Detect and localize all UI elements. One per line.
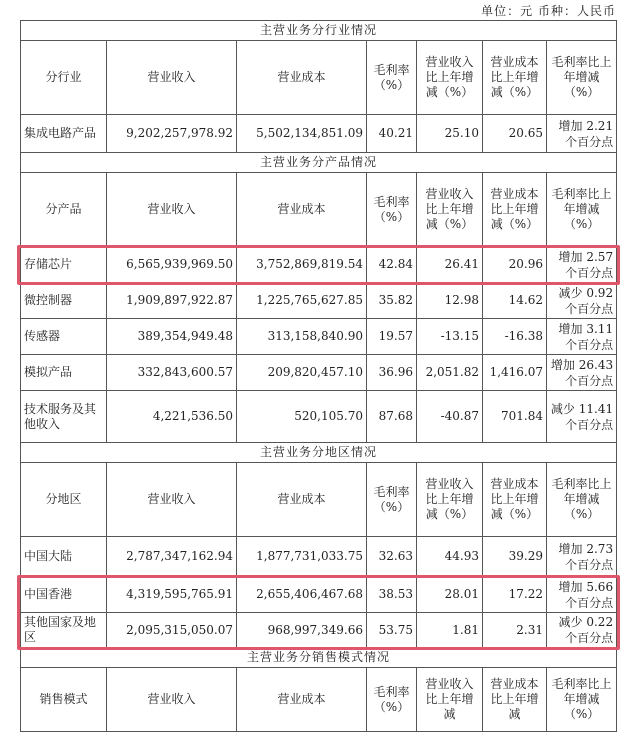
unit-currency-note: 单位：元 币种：人民币 <box>481 4 616 18</box>
margin-cell: 40.21 <box>367 115 417 153</box>
col-header: 营业收入比上年增减（%） <box>417 463 483 537</box>
col-header: 营业成本比上年增减（%） <box>483 41 547 115</box>
margin-cell: 87.68 <box>367 391 417 443</box>
col-header: 营业收入比上年增减 <box>417 668 483 732</box>
row-label: 集成电路产品 <box>21 115 107 153</box>
cost-change-cell: 14.62 <box>483 283 547 319</box>
cost-change-cell: 20.65 <box>483 115 547 153</box>
col-header: 营业收入比上年增减（%） <box>417 173 483 247</box>
margin-cell: 42.84 <box>367 247 417 283</box>
revenue-cell: 2,095,315,050.07 <box>107 613 237 648</box>
revenue-change-cell: 2,051.82 <box>417 355 483 391</box>
col-header: 毛利率（%） <box>367 668 417 732</box>
cost-cell: 209,820,457.10 <box>237 355 367 391</box>
col-header: 营业成本 <box>237 173 367 247</box>
revenue-change-cell: -40.87 <box>417 391 483 443</box>
cost-change-cell: 701.84 <box>483 391 547 443</box>
row-label: 其他国家及地区 <box>21 613 107 648</box>
table-row <box>21 355 617 391</box>
cost-cell: 2,655,406,467.68 <box>237 577 367 613</box>
col-header: 营业成本 <box>237 668 367 732</box>
cost-change-cell: 2.31 <box>483 613 547 648</box>
col-header: 营业收入 <box>107 463 237 537</box>
col-header: 分产品 <box>21 173 107 247</box>
table-row <box>21 283 617 319</box>
table-row <box>21 391 617 443</box>
col-header: 毛利率（%） <box>367 41 417 115</box>
col-header: 营业成本比上年增减（%） <box>483 463 547 537</box>
cost-cell: 1,877,731,033.75 <box>237 537 367 577</box>
cost-cell: 3,752,869,819.54 <box>237 247 367 283</box>
cost-change-cell: 20.96 <box>483 247 547 283</box>
col-header: 营业收入比上年增减（%） <box>417 41 483 115</box>
margin-change-cell: 增加 3.11 个百分点 <box>547 319 617 355</box>
col-header: 营业收入 <box>107 173 237 247</box>
revenue-cell: 4,221,536.50 <box>107 391 237 443</box>
row-label: 技术服务及其他收入 <box>21 391 107 443</box>
cost-change-cell: 39.29 <box>483 537 547 577</box>
row-label: 传感器 <box>21 319 107 355</box>
col-header: 毛利率比上年增减（%） <box>547 41 617 115</box>
cost-change-cell: 17.22 <box>483 577 547 613</box>
col-header: 分地区 <box>21 463 107 537</box>
row-label: 存储芯片 <box>21 247 107 283</box>
product-header-row <box>21 173 617 247</box>
table-row <box>21 247 617 283</box>
sales-mode-section-title: 主营业务分销售模式情况 <box>21 648 617 668</box>
revenue-change-cell: 12.98 <box>417 283 483 319</box>
margin-cell: 38.53 <box>367 577 417 613</box>
revenue-cell: 6,565,939,969.50 <box>107 247 237 283</box>
margin-change-cell: 增加 5.66 个百分点 <box>547 577 617 613</box>
col-header: 营业成本比上年增减（%） <box>483 173 547 247</box>
margin-cell: 53.75 <box>367 613 417 648</box>
revenue-change-cell: -13.15 <box>417 319 483 355</box>
revenue-cell: 1,909,897,922.87 <box>107 283 237 319</box>
margin-change-cell: 增加 2.57 个百分点 <box>547 247 617 283</box>
cost-change-cell: -16.38 <box>483 319 547 355</box>
sales-mode-header-row <box>21 668 617 732</box>
margin-change-cell: 减少 0.92 个百分点 <box>547 283 617 319</box>
row-label: 微控制器 <box>21 283 107 319</box>
table-row <box>21 115 617 153</box>
region-section-title: 主营业务分地区情况 <box>21 443 617 463</box>
cost-cell: 1,225,765,627.85 <box>237 283 367 319</box>
region-header-row <box>21 463 617 537</box>
col-header: 毛利率（%） <box>367 463 417 537</box>
revenue-cell: 389,354,949.48 <box>107 319 237 355</box>
margin-change-cell: 增加 2.21 个百分点 <box>547 115 617 153</box>
product-section-title: 主营业务分产品情况 <box>21 153 617 173</box>
col-header: 营业成本 <box>237 463 367 537</box>
revenue-cell: 332,843,600.57 <box>107 355 237 391</box>
margin-cell: 36.96 <box>367 355 417 391</box>
cost-cell: 5,502,134,851.09 <box>237 115 367 153</box>
revenue-change-cell: 44.93 <box>417 537 483 577</box>
col-header: 毛利率比上年增减（%） <box>547 173 617 247</box>
row-label: 中国大陆 <box>21 537 107 577</box>
main-business-table <box>20 20 617 732</box>
col-header: 毛利率比上年增减（%） <box>547 463 617 537</box>
col-header: 销售模式 <box>21 668 107 732</box>
table-row <box>21 577 617 613</box>
col-header: 毛利率（%） <box>367 173 417 247</box>
revenue-cell: 4,319,595,765.91 <box>107 577 237 613</box>
col-header: 营业收入 <box>107 668 237 732</box>
revenue-change-cell: 26.41 <box>417 247 483 283</box>
col-header: 营业收入 <box>107 41 237 115</box>
margin-cell: 35.82 <box>367 283 417 319</box>
table-row <box>21 319 617 355</box>
industry-section-title: 主营业务分行业情况 <box>21 21 617 41</box>
revenue-change-cell: 1.81 <box>417 613 483 648</box>
col-header: 营业成本 <box>237 41 367 115</box>
margin-cell: 19.57 <box>367 319 417 355</box>
table-row <box>21 537 617 577</box>
col-header: 营业成本比上年增减 <box>483 668 547 732</box>
cost-cell: 313,158,840.90 <box>237 319 367 355</box>
cost-change-cell: 1,416.07 <box>483 355 547 391</box>
margin-cell: 32.63 <box>367 537 417 577</box>
revenue-cell: 9,202,257,978.92 <box>107 115 237 153</box>
row-label: 模拟产品 <box>21 355 107 391</box>
col-header: 毛利率比上年增减（%） <box>547 668 617 732</box>
cost-cell: 968,997,349.66 <box>237 613 367 648</box>
industry-header-row <box>21 41 617 115</box>
col-header: 分行业 <box>21 41 107 115</box>
revenue-change-cell: 25.10 <box>417 115 483 153</box>
revenue-change-cell: 28.01 <box>417 577 483 613</box>
cost-cell: 520,105.70 <box>237 391 367 443</box>
margin-change-cell: 减少 11.41 个百分点 <box>547 391 617 443</box>
revenue-cell: 2,787,347,162.94 <box>107 537 237 577</box>
row-label: 中国香港 <box>21 577 107 613</box>
table-row <box>21 613 617 648</box>
margin-change-cell: 增加 2.73 个百分点 <box>547 537 617 577</box>
margin-change-cell: 减少 0.22 个百分点 <box>547 613 617 648</box>
margin-change-cell: 增加 26.43 个百分点 <box>547 355 617 391</box>
